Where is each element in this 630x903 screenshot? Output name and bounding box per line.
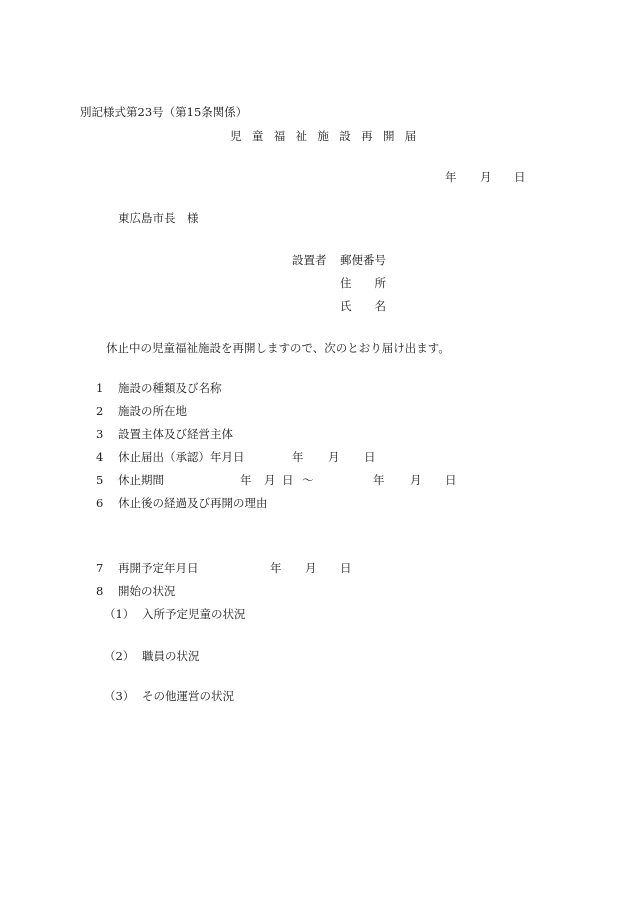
item-number: 8 — [96, 584, 104, 598]
item-day-label: 日 — [282, 473, 294, 487]
item-number: 3 — [96, 427, 104, 441]
item-number: 6 — [96, 496, 104, 510]
item-number: 4 — [96, 450, 104, 464]
subitem-text: 職員の状況 — [142, 649, 200, 663]
subitem-number: （2） — [104, 649, 135, 663]
form-number: 別記様式第23号（第15条関係） — [80, 105, 248, 119]
addressee: 東広島市長 様 — [118, 211, 199, 225]
applicant-label: 設置者 — [292, 253, 327, 267]
item-year2-label: 年 — [373, 473, 385, 487]
item-text: 設置主体及び経営主体 — [118, 427, 233, 441]
item-number: 7 — [96, 561, 104, 575]
address-label: 住 所 — [340, 276, 386, 290]
item-year-label: 年 — [292, 450, 304, 464]
item-text: 休止後の経過及び再開の理由 — [118, 496, 268, 510]
item-day-label: 日 — [340, 561, 352, 575]
item-month-label: 月 — [328, 450, 340, 464]
intro-text: 休止中の児童福祉施設を再開しますので、次のとおり届け出ます。 — [106, 341, 450, 355]
item-month-label: 月 — [305, 561, 317, 575]
item-number: 1 — [96, 381, 104, 395]
item-text: 施設の所在地 — [118, 404, 187, 418]
subitem-text: 入所予定児童の状況 — [142, 607, 246, 621]
subitem-text: その他運営の状況 — [142, 689, 234, 703]
item-text: 開始の状況 — [118, 584, 176, 598]
item-text: 施設の種類及び名称 — [118, 381, 222, 395]
subitem-number: （1） — [104, 607, 135, 621]
name-label: 氏 名 — [340, 299, 386, 313]
item-number: 2 — [96, 404, 104, 418]
date-day-label: 日 — [514, 170, 526, 184]
item-month2-label: 月 — [410, 473, 422, 487]
item-year-label: 年 — [270, 561, 282, 575]
item-text: 再開予定年月日 — [118, 561, 199, 575]
date-year-label: 年 — [445, 170, 457, 184]
document-title: 児童福祉施設再開届 — [230, 129, 427, 143]
date-month-label: 月 — [480, 170, 492, 184]
postal-code-label: 郵便番号 — [340, 253, 386, 267]
item-day2-label: 日 — [445, 473, 457, 487]
period-tilde: ～ — [302, 473, 314, 487]
item-day-label: 日 — [364, 450, 376, 464]
item-text: 休止届出（承認）年月日 — [118, 450, 245, 464]
subitem-number: （3） — [104, 689, 135, 703]
item-year-label: 年 — [240, 473, 252, 487]
item-text: 休止期間 — [118, 473, 164, 487]
item-number: 5 — [96, 473, 104, 487]
item-month-label: 月 — [264, 473, 276, 487]
